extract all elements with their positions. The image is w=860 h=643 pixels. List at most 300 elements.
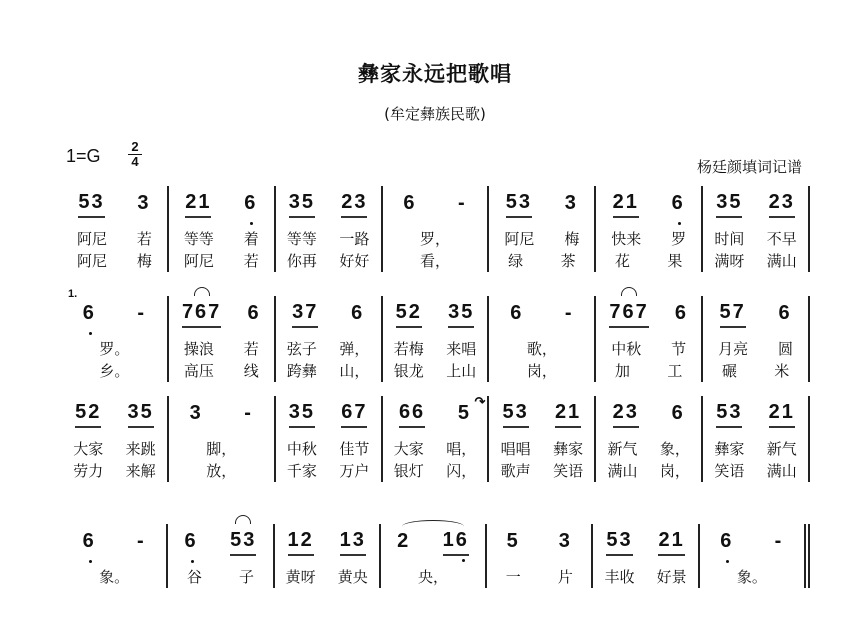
notes [383,296,488,332]
lyric-word: 来跳 [125,440,156,458]
lyric-word: 满山 [607,462,638,480]
lower-octave-dot [191,560,194,563]
lyric-word: 岗， [526,362,557,380]
fermata-icon [621,287,637,296]
lyric-word: 一路 [339,230,370,248]
note-group [506,191,532,218]
note-text: 53 [502,400,529,423]
lyric-word: 看， [420,252,451,270]
lyric-word: 绿 [508,252,524,270]
note-text: 53 [230,528,257,551]
lyric-line [703,250,808,272]
time-denominator: 4 [131,154,139,169]
note-text: 53 [505,190,533,213]
measure [596,296,703,382]
notes [276,296,381,332]
note-text: 6 [351,301,365,324]
note-group [403,192,416,217]
notes [700,524,804,560]
lyric-word: 若 [136,230,152,248]
note-text: 767 [181,300,222,323]
lyric-word: 线 [243,362,259,380]
lyric-line [62,460,167,482]
lyric-line [62,228,167,250]
score-row [62,396,810,482]
notes [596,186,701,222]
lyric-word: 茶 [560,252,576,270]
note-text: 6 [184,529,198,552]
note-group [613,401,639,428]
lyric-word: 若 [243,340,259,358]
lyric-line [276,360,381,382]
lyric-line [596,228,701,250]
note-group [675,302,688,327]
measure [62,524,168,588]
lower-octave-dot [250,222,253,225]
note-text: 21 [658,528,685,551]
lyric-line [489,338,594,360]
notes [703,396,808,432]
lyric-word: 果 [667,252,683,270]
lyric-line [596,460,701,482]
note-group [503,401,529,428]
note-group [565,192,578,217]
lyric-word: 丰收 [604,568,635,586]
measure [62,186,169,272]
lyric-word: 乡。 [99,362,130,380]
lyric-word: 笑语 [714,462,745,480]
note-text: 21 [768,400,795,423]
note-group [75,401,101,428]
measure [169,186,276,272]
lyric-word: 放， [206,462,237,480]
note-text: 6 [674,301,689,324]
lyric-word: 节 [671,340,687,358]
fermata-icon [235,515,251,524]
note-group [555,401,581,428]
lyric-word: 月亮 [718,340,749,358]
note-group [458,192,467,217]
notes [169,186,274,222]
notes [593,524,697,560]
lyric-line [276,250,381,272]
measure [596,186,703,272]
lyric-word: 阿尼 [76,252,107,270]
lyric-line [62,360,167,382]
note-text: 6 [247,301,261,324]
notes [596,296,701,332]
notes [169,296,274,332]
note-text: 35 [288,400,316,423]
note-group [128,401,154,428]
notes [62,524,166,560]
note-text: - [244,401,253,424]
note-text: 6 [82,529,96,552]
note-text: 57 [719,300,746,323]
note-text: - [137,301,147,324]
lyric-word: 象。 [99,568,130,586]
lyric-word: 黄央 [337,568,368,586]
lyric-word: 时间 [714,230,745,248]
note-group [78,191,104,218]
lyric-word: 等等 [286,230,317,248]
note-group [182,301,221,328]
note-text: 23 [768,190,795,213]
lyric-line [489,360,594,382]
lyric-word: 你再 [286,252,317,270]
lyric-word: 好景 [656,568,687,586]
note-group [720,530,733,555]
lyric-line [276,460,381,482]
lyric-word: 银灯 [393,462,424,480]
lyric-word: 央， [417,568,448,586]
note-group [613,191,639,218]
note-text: 53 [716,400,743,423]
lyric-word: 弹， [339,340,370,358]
lyric-word: 花 [615,252,631,270]
note-group [230,529,256,556]
time-signature [128,140,142,169]
lyric-word: 碾 [721,362,737,380]
note-text: 53 [78,190,105,213]
note-text: 6 [671,191,685,214]
lyric-line [276,438,381,460]
lyric-word: 快来 [611,230,642,248]
lyric-word: 中秋 [611,340,642,358]
lyric-word: 唱唱 [500,440,531,458]
lower-octave-dot [678,222,681,225]
note-group [341,401,367,428]
lyric-word: 闪， [446,462,477,480]
lyric-line [168,566,272,588]
lyric-word: 象。 [736,568,767,586]
lyric-word: 大家 [73,440,104,458]
note-group [672,402,685,427]
lyric-line [593,566,697,588]
notes [489,296,594,332]
score-row [62,186,810,272]
note-group [458,402,471,427]
note-text: - [774,529,784,552]
measure [275,524,381,588]
lyric-word: 山， [339,362,370,380]
lyric-word: 片 [557,568,573,586]
note-group [507,530,520,555]
note-text: 6 [671,401,685,424]
lyric-line [700,566,804,588]
note-text: 16 [442,528,469,551]
note-text: 66 [398,400,426,423]
lyric-word: 满呀 [714,252,745,270]
notes [169,396,274,432]
measure [276,296,383,382]
measure [593,524,699,588]
measure [703,296,810,382]
lyric-word: 米 [774,362,790,380]
note-group [658,529,684,556]
lyric-line [383,228,488,250]
lyric-word: 黄呀 [285,568,316,586]
lyric-word: 高压 [183,362,214,380]
lyric-word: 笑语 [553,462,584,480]
lyric-word: 唱， [446,440,477,458]
note-text: 35 [288,190,316,213]
notes [487,524,591,560]
lyric-word: 梅 [136,252,152,270]
measure [487,524,593,588]
note-group [769,191,795,218]
note-text: 12 [287,528,314,551]
lyric-line [489,438,594,460]
lower-octave-dot [89,560,92,563]
lyric-line [596,250,701,272]
note-text: 6 [510,301,524,324]
lyric-word: 大家 [393,440,424,458]
note-group [244,402,253,427]
note-text: 21 [554,400,582,423]
measure [169,396,276,482]
note-group [351,302,364,327]
note-text: 35 [127,400,154,423]
credit: 杨廷颜填词记谱 [696,158,802,176]
note-group [247,302,260,327]
lyric-word: 岗， [659,462,690,480]
lyric-line [383,338,488,360]
lyric-line [381,566,485,588]
notes [596,396,701,432]
notes [276,396,381,432]
lyric-line [596,438,701,460]
note-text: 5 [506,529,520,552]
measure [62,396,169,482]
note-group [190,402,203,427]
note-text: 767 [609,300,649,323]
lyric-word: 罗 [671,230,687,248]
note-group [341,191,367,218]
lyric-line [489,460,594,482]
note-group [779,302,792,327]
note-group [510,302,523,327]
note-text: 3 [564,191,578,214]
score-row [62,524,810,588]
notes [489,396,594,432]
lyric-word: 来唱 [446,340,477,358]
lyric-word: 罗， [420,230,451,248]
measure [381,524,487,588]
notes [703,186,808,222]
measure [703,396,810,482]
note-group [185,191,211,218]
note-group [448,301,474,328]
note-group [769,401,795,428]
song-subtitle: (牟定彝族民歌) [384,105,486,123]
note-text: 67 [341,400,368,423]
lyric-line [62,338,167,360]
note-group [775,530,784,555]
lyric-line [383,460,488,482]
note-text: - [458,191,467,214]
note-text: 6 [778,301,792,324]
note-group [340,529,366,556]
volta-marker: 1. [68,288,78,300]
measure [383,296,490,382]
note-group [288,529,314,556]
note-group [396,301,422,328]
measure [383,396,490,482]
lyric-word: 脚， [206,440,237,458]
measure [62,288,169,382]
lyric-word: 罗。 [99,340,130,358]
lyric-line [383,438,488,460]
note-text: 37 [292,300,319,323]
lyric-word: 彝家 [714,440,745,458]
notes [275,524,379,560]
lyric-line [703,460,808,482]
lyric-word: 新气 [766,440,797,458]
lyric-line [62,566,166,588]
measure [383,186,490,272]
note-text: 21 [612,190,639,213]
lower-octave-dot [462,559,465,562]
notes [62,396,167,432]
lyric-line [169,460,274,482]
lyric-word: 一 [505,568,521,586]
lyric-word: 中秋 [286,440,317,458]
fermata-icon [194,287,210,296]
note-group [137,530,146,555]
lyric-word: 不早 [766,230,797,248]
measure [169,296,276,382]
lyric-word: 阿尼 [504,230,535,248]
measure [489,296,596,382]
lyric-line [487,566,591,588]
score-row [62,288,810,382]
note-group [137,192,150,217]
lyric-word: 好好 [339,252,370,270]
note-group [443,529,469,556]
lyric-word: 万户 [339,462,370,480]
lyric-line [276,338,381,360]
lyric-line [169,438,274,460]
song-title: 彝家永远把歌唱 [358,62,512,86]
measure [168,524,274,588]
note-text: 5 [457,401,472,424]
lyric-word: 工 [667,362,683,380]
lyric-word: 子 [238,568,254,586]
note-text: 23 [612,400,639,423]
note-text: 6 [244,191,258,214]
note-text: - [136,529,146,552]
lyric-line [596,338,701,360]
note-text: 6 [82,301,96,324]
lyric-word: 阿尼 [76,230,107,248]
lyric-word: 弦子 [286,340,317,358]
note-group [289,401,315,428]
notes [703,296,808,332]
note-group [720,301,746,328]
lyric-word: 银龙 [393,362,424,380]
note-group [289,191,315,218]
lyric-word: 来解 [125,462,156,480]
lower-octave-dot [726,560,729,563]
measure [489,186,596,272]
lyric-word: 新气 [607,440,638,458]
lyric-word: 梅 [564,230,580,248]
notes [383,396,488,432]
note-group [83,530,96,555]
note-group [716,191,742,218]
lyric-word: 满山 [766,252,797,270]
notes [62,296,167,332]
note-text: 35 [448,300,475,323]
lyric-line [703,338,808,360]
lyric-line [169,360,274,382]
notes [489,186,594,222]
note-text: 3 [558,529,572,552]
note-group [609,301,648,328]
lyric-line [169,250,274,272]
note-text: 6 [403,191,417,214]
lyric-word: 阿尼 [183,252,214,270]
measure [276,396,383,482]
lyric-word: 等等 [183,230,214,248]
lyric-word: 佳节 [339,440,370,458]
lyric-line [383,360,488,382]
note-text: 3 [189,401,203,424]
lyric-word: 操浪 [183,340,214,358]
note-group [606,529,632,556]
note-group [559,530,572,555]
measure [489,396,596,482]
breath-arrow-icon: ↷ [474,394,486,409]
lyric-line [489,228,594,250]
time-numerator: 2 [128,140,142,155]
lyric-line [703,228,808,250]
lyric-line [383,250,488,272]
note-group [672,192,685,217]
lyric-line [703,438,808,460]
lyric-word: 加 [615,362,631,380]
note-text: - [564,301,574,324]
note-group [292,301,318,328]
note-group [716,401,742,428]
lyric-word: 满山 [766,462,797,480]
note-text: 13 [339,528,366,551]
lyric-line [169,228,274,250]
note-text: 35 [716,190,743,213]
lyric-word: 千家 [286,462,317,480]
note-group [83,302,96,327]
lyric-line [169,338,274,360]
lyric-word: 跨彝 [286,362,317,380]
note-text: 53 [606,528,633,551]
note-group [137,302,146,327]
lyric-word: 象， [659,440,690,458]
lyric-line [596,360,701,382]
lyric-word: 劳力 [73,462,104,480]
measure [276,186,383,272]
measure [596,396,703,482]
note-text: 52 [395,300,422,323]
note-text: 2 [397,529,411,552]
note-group [185,530,198,555]
note-text: 52 [75,400,102,423]
note-text: 21 [185,190,212,213]
lyric-word: 歌， [526,340,557,358]
lyric-line [703,360,808,382]
lyric-word: 若 [243,252,259,270]
lyric-word: 彝家 [553,440,584,458]
